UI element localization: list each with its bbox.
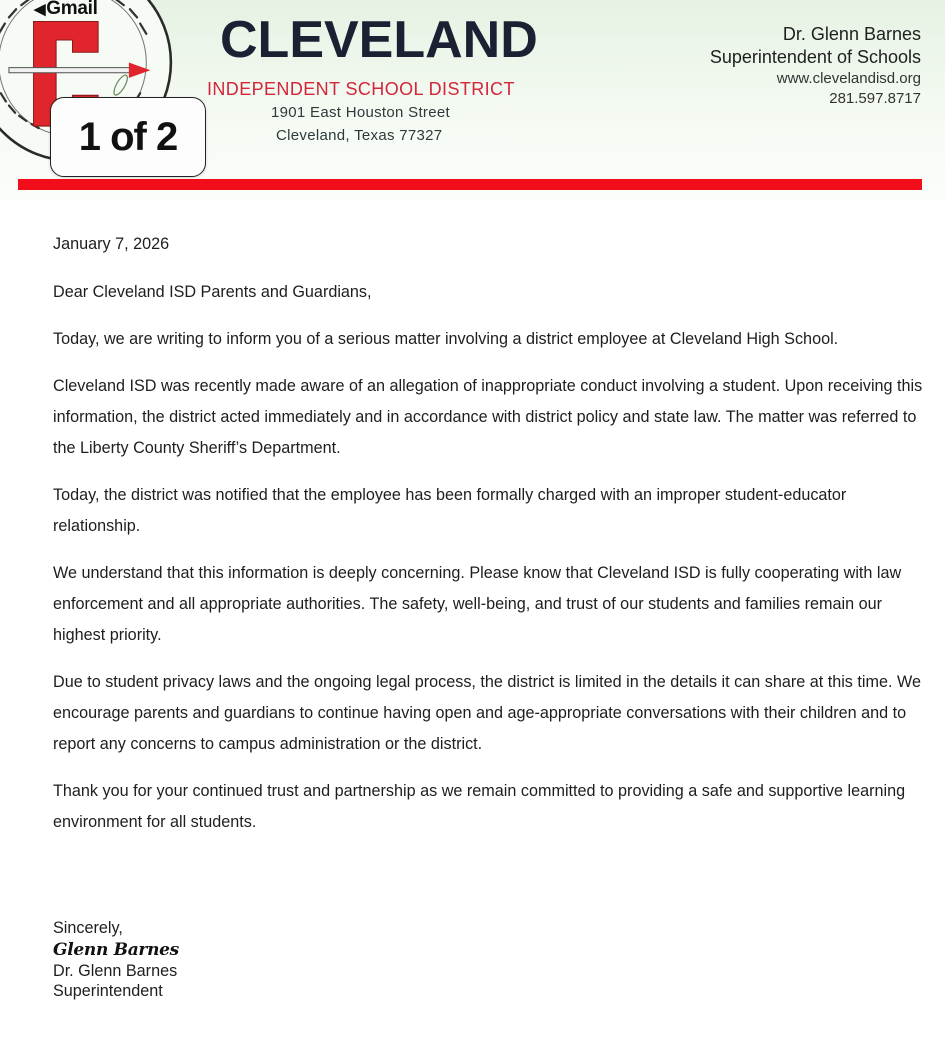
signer-name: Dr. Glenn Barnes <box>53 962 178 980</box>
address-street: 1901 East Houston Street <box>271 104 450 121</box>
signer-title: Superintendent <box>53 982 163 1000</box>
letter-paragraph: Due to student privacy laws and the ongoing legal process, the district is limited in the details it can share at this time. We encourage parents and guardians to continue having open and age-appropriate conversations with their children and to report any concerns to campus administration or the district. <box>53 673 921 753</box>
letter-paragraph: Cleveland ISD was recently made aware of an allegation of inappropriate conduct involving a student. Upon receiving this information, the district acted immediately and in accordance with district policy and state law. The matter was referred to the Liberty County Sheriff’s Department. <box>53 377 923 457</box>
gmail-back-link[interactable] <box>34 0 98 20</box>
letterhead-divider <box>18 179 922 190</box>
district-subtitle: INDEPENDENT SCHOOL DISTRICT <box>207 79 515 99</box>
district-name: CLEVELAND <box>220 11 538 69</box>
letter-salutation: Dear Cleveland ISD Parents and Guardians, <box>53 283 372 301</box>
letter-paragraph: Today, the district was notified that the employee has been formally charged with an improper student-educator relationship. <box>53 486 847 535</box>
gmail-label: Gmail <box>46 0 98 19</box>
closing-phrase: Sincerely, <box>53 919 123 937</box>
letter-body <box>53 229 923 854</box>
district-website[interactable]: www.clevelandisd.org <box>776 70 921 87</box>
superintendent-title: Superintendent of Schools <box>709 47 921 67</box>
letter-closing-block <box>53 918 179 1001</box>
letter-date: January 7, 2026 <box>53 235 170 253</box>
letter-paragraph: We understand that this information is deeply concerning. Please know that Cleveland ISD is fully cooperating with law enforcement and all appropriate authorities. The safety, well-being, and trust of our students and families remain our highest priority. <box>53 564 902 644</box>
page-counter-badge: 1 of 2 <box>50 97 206 177</box>
back-triangle-icon: ◀ <box>34 1 46 18</box>
superintendent-name: Dr. Glenn Barnes <box>782 24 921 44</box>
handwritten-signature: Glenn Barnes <box>53 940 179 960</box>
letter-paragraph: Thank you for your continued trust and partnership as we remain committed to providing a safe and supportive learning environment for all students. <box>53 782 906 831</box>
address-city: Cleveland, Texas 77327 <box>276 127 443 144</box>
district-phone: 281.597.8717 <box>829 90 921 107</box>
letter-paragraph: Today, we are writing to inform you of a serious matter involving a district employee at Cleveland High School. <box>53 330 839 348</box>
